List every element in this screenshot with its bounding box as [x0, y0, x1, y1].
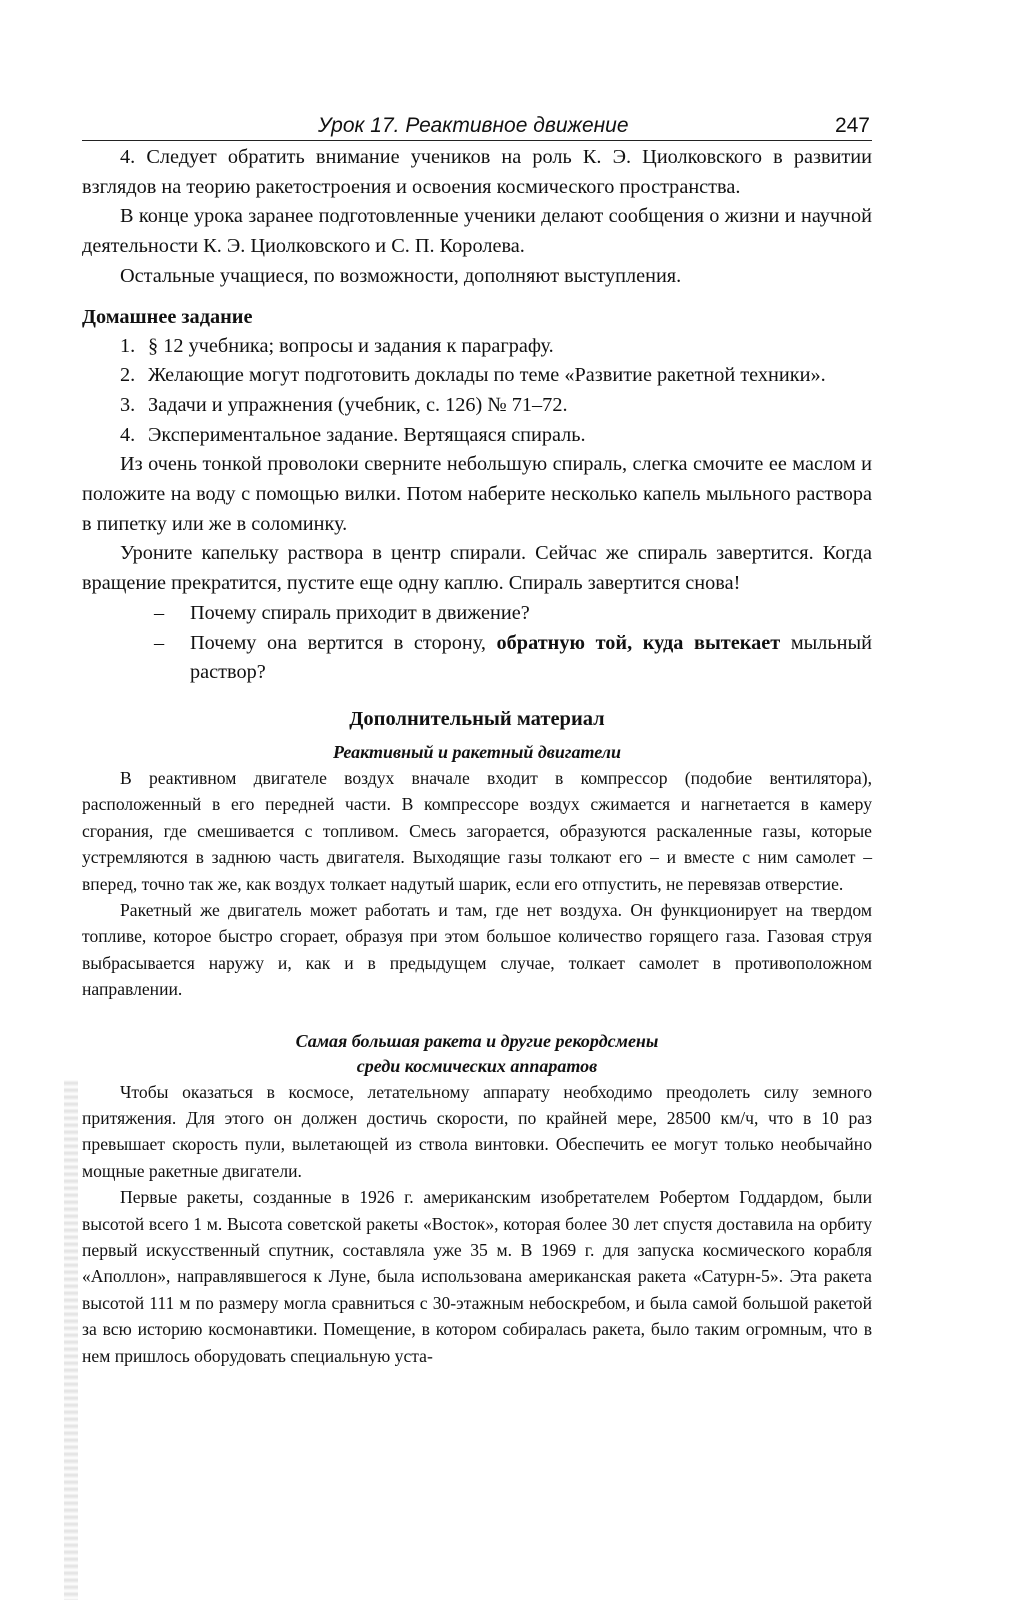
question-bold-text: обратную той, куда вытекает: [496, 631, 781, 654]
homework-item-number: 1.: [120, 334, 136, 357]
homework-item-text: Желающие могут подготовить доклады по теме «Развитие ракетной техники».: [148, 364, 826, 387]
homework-item-number: 3.: [120, 393, 136, 416]
homework-title: Домашнее задание: [82, 305, 253, 328]
page-number: 247: [834, 114, 870, 137]
question-text-rest: мыльный раствор?: [190, 631, 872, 684]
experiment-paragraph: Уроните капельку раствора в центр спирали. Сейчас же спираль завертится. Когда вращение прекратится, пустите еще одну каплю. Спираль завертится снова!: [82, 542, 872, 595]
running-header: [82, 108, 872, 141]
experiment-paragraph: Из очень тонкой проволоки сверните небольшую спираль, слегка смочите ее маслом и положите на воду с помощью вилки. Потом наберите несколько капель мыльного раствора в пипетку или же в соломинку.: [82, 453, 872, 535]
question-item: [82, 629, 872, 688]
page-content: [82, 108, 872, 1369]
homework-item-number: 4.: [120, 423, 136, 446]
section-title: Самая большая ракета и другие рекордсмены: [295, 1030, 659, 1051]
homework-item: [82, 391, 872, 421]
question-text: Почему спираль приходит в движение?: [190, 601, 530, 624]
section-title: Реактивный и ракетный двигатели: [332, 741, 622, 762]
question-text: Почему она вертится в сторону,: [190, 631, 497, 654]
homework-item: [82, 361, 872, 391]
section-paragraph: Первые ракеты, созданные в 1926 г. американским изобретателем Робертом Годдардом, были высотой всего 1 м. Высота советской ракеты «Восток», которая более 30 лет спустя доставила на орбиту первый искусственный спутник, составляла уже 35 м. В 1969 г. для запуска космического корабля «Аполлон», направлявшегося к Луне, была использована американская ракета «Сатурн-5». Эта ракета высотой 111 м по размеру могла сравниться с 30-этажным небоскребом, и была самой большой ракетой за всю историю космонавтики. Помещение, в котором собиралась ракета, было таким огромным, что в нем пришлось оборудовать специальную уста-: [82, 1187, 872, 1366]
additional-material-title: Дополнительный материал: [349, 707, 605, 730]
question-item: [82, 599, 872, 629]
homework-item: [82, 332, 872, 362]
homework-item-text: Задачи и упражнения (учебник, с. 126) № 71–72.: [148, 393, 568, 416]
question-text-wrapper: [190, 629, 872, 688]
homework-item-text: § 12 учебника; вопросы и задания к параграфу.: [148, 334, 554, 357]
scan-edge-shadow: [64, 1080, 78, 1600]
question-dash: –: [154, 631, 165, 654]
intro-paragraph: В конце урока заранее подготовленные ученики делают сообщения о жизни и научной деятельности К. Э. Циолковского и С. П. Королева.: [82, 205, 872, 258]
homework-item: [82, 421, 872, 451]
section-title-line2: среди космических аппаратов: [356, 1055, 598, 1076]
homework-item-text: Экспериментальное задание. Вертящаяся спираль.: [148, 423, 586, 446]
lesson-title: Урок 17. Реактивное движение: [318, 114, 629, 137]
additional-material: [82, 740, 872, 1369]
homework-item-number: 2.: [120, 364, 136, 387]
section-paragraph: Чтобы оказаться в космосе, летательному аппарату необходимо преодолеть силу земного притяжения. Для этого он должен достичь скорости, по крайней мере, 28500 км/ч, что в 10 раз превышает скорость пули, вылетающей из ствола винтовки. Обеспечить ее могут только необычайно мощные ракетные двигатели.: [82, 1081, 872, 1181]
section-gap: [82, 1003, 872, 1029]
intro-paragraph: Остальные учащиеся, по возможности, дополняют выступления.: [120, 264, 682, 287]
main-text: [82, 143, 872, 734]
question-dash: –: [154, 601, 165, 624]
section-paragraph: В реактивном двигателе воздух вначале входит в компрессор (подобие вентилятора), расположенный в его передней части. В компрессоре воздух сжимается и нагнетается в камеру сгорания, где смешивается с топливом. Смесь загорается, образуются раскаленные газы, которые устремляются в заднюю часть двигателя. Выходящие газы толкают его – и вместе с ним самолет – вперед, точно так же, как воздух толкает надутый шарик, если его отпустить, не перевязав отверстие.: [82, 767, 872, 894]
intro-paragraph: 4. Следует обратить внимание учеников на роль К. Э. Циолковского в развитии взглядов на теорию ракетостроения и освоения космического пространства.: [82, 146, 872, 198]
section-paragraph: Ракетный же двигатель может работать и там, где нет воздуха. Он функционирует на твердом топливе, которое быстро сгорает, образуя при этом большое количество горящего газа. Газовая струя выбрасывается наружу и, как и в предыдущем случае, толкает самолет в противоположном направлении.: [82, 899, 872, 1000]
